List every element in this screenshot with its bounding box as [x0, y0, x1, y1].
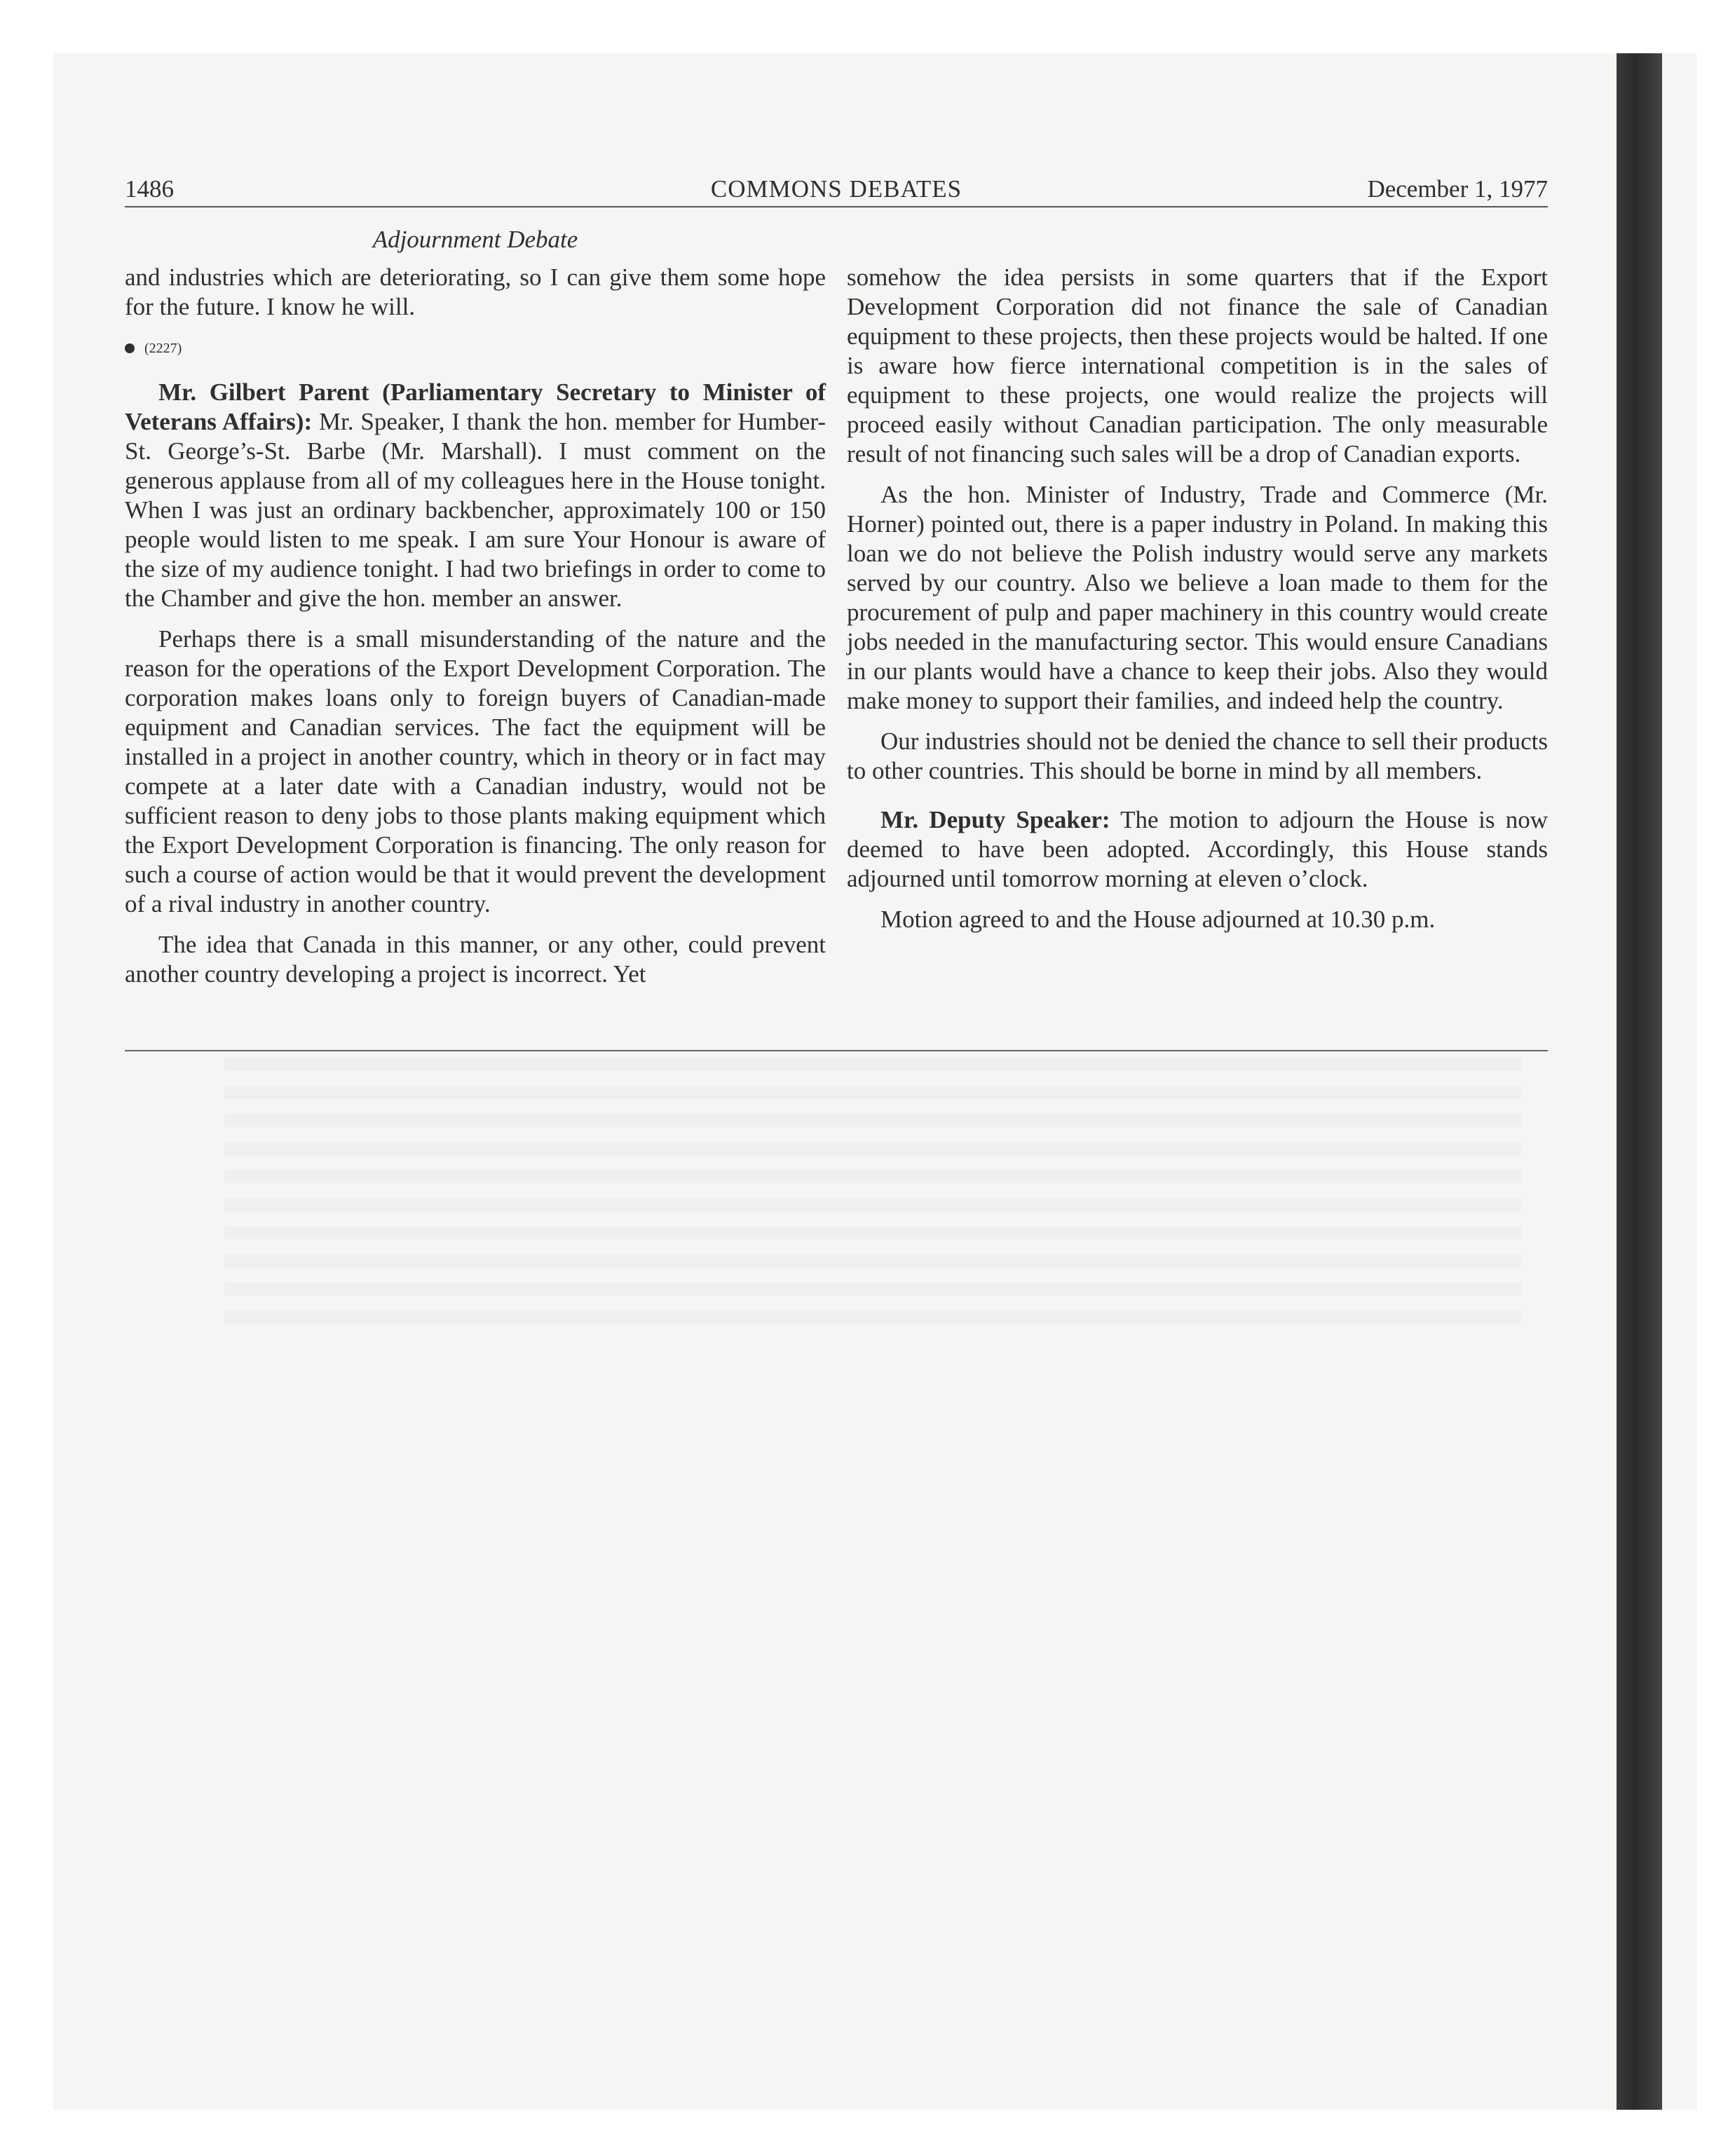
page-number: 1486 [125, 175, 174, 203]
show-through-bleed [224, 1058, 1521, 1339]
issue-date: December 1, 1977 [1367, 175, 1548, 203]
paragraph: As the hon. Minister of Industry, Trade and Commerce (Mr. Horner) pointed out, there is a paper industry in Poland. In making this loan we do not believe the Polish industry would serve any markets served by our country. Also we believe a loan made to them for the procurement of pulp and paper machinery in this country would create jobs needed in the manufacturing sector. This would ensure Canadians in our plants would have a chance to keep their jobs. Also they would make money to support their families, and indeed help the country. [847, 481, 1548, 714]
time-marker-label: (2227) [144, 341, 182, 356]
speech-paragraph [125, 378, 826, 613]
bottom-rule [125, 1050, 1548, 1051]
paragraph: Our industries should not be denied the chance to sell their products to other countries. This should be borne in mind by all members. [847, 728, 1548, 784]
speaker-name: Mr. Gilbert Parent (Parliamentary Secretary to Minister of Veterans Affairs): [125, 378, 826, 435]
bullet-icon [125, 343, 135, 353]
binding-edge [1617, 53, 1662, 2110]
paragraph: Perhaps there is a small misunderstanding of the nature and the reason for the operations of the Export Development Corporation. The corporation makes loans only to foreign buyers of Canadian-made equipment and Canadian services. The fact the equipment will be installed in a project in another country, which in theory or in fact may compete at a later date with a Canadian industry, would not be sufficient reason to deny jobs to those plants making equipment which the Export Development Corporation is financing. The only reason for such a course of action would be that it would prevent the development of a rival industry in another country. [125, 625, 826, 917]
section-heading: Adjournment Debate [372, 226, 578, 253]
time-marker [125, 334, 826, 362]
speaker-name: Mr. Deputy Speaker: [880, 806, 1110, 833]
paragraph: somehow the idea persists in some quarters that if the Export Development Corporation did not finance the sale of Canadian equipment to these projects, then these projects would be halted. If one is aware how fierce international competition is in the sales of equipment to these projects, one would realize the projects will proceed easily without Canadian participation. The only measurable result of not financing such sales will be a drop of Canadian exports. [847, 264, 1548, 468]
page-header [125, 172, 1548, 206]
paragraph: and industries which are deteriorating, so I can give them some hope for the future. I know he will. [125, 264, 826, 320]
right-column [847, 263, 1548, 934]
speech-paragraph [847, 805, 1548, 894]
left-column [125, 263, 826, 989]
header-rule [125, 206, 1548, 207]
speech-text: Mr. Speaker, I thank the hon. member for Humber-St. George’s-St. Barbe (Mr. Marshall). I must comment on the generous applause from all of my colleagues here in the House tonight. When I was just an ordinary backbencher, approximately 100 or 150 people would listen to me speak. I am sure Your Honour is aware of the size of my audience tonight. I had two briefings in order to come to the Chamber and give the hon. member an answer. [125, 408, 826, 612]
speech-text: The motion to adjourn the House is now deemed to have been adopted. Accordingly, this House stands adjourned until tomorrow morning at eleven o’clock. [847, 806, 1548, 892]
paragraph: Motion agreed to and the House adjourned at 10.30 p.m. [880, 906, 1436, 933]
publication-title: COMMONS DEBATES [710, 175, 962, 203]
paragraph: The idea that Canada in this manner, or any other, could prevent another country developing a project is incorrect. Yet [125, 931, 826, 988]
